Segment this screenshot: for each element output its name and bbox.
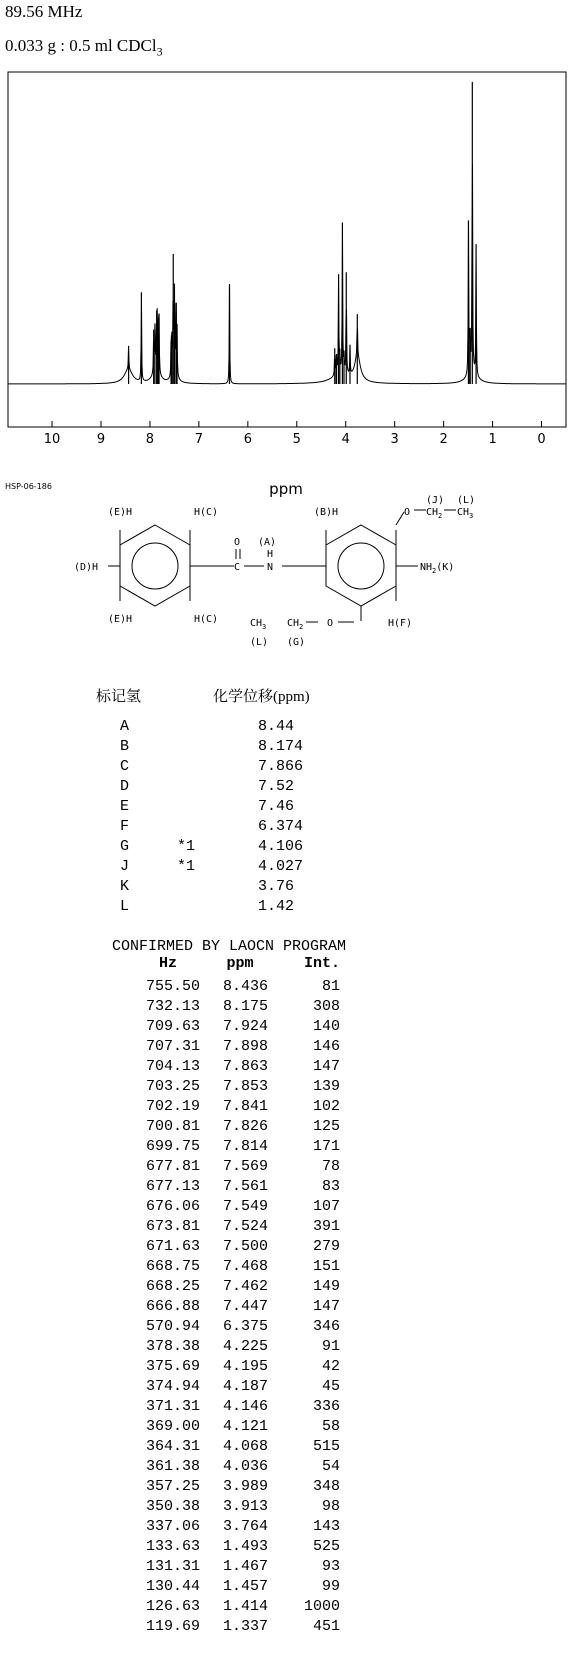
label-c-bottom: H(C) <box>194 614 219 625</box>
peak-hz: 133.63 <box>145 1538 200 1555</box>
peak-hz: 709.63 <box>145 1018 200 1035</box>
label-c-top: H(C) <box>194 507 219 518</box>
peak-hz: 668.75 <box>145 1258 200 1275</box>
ether-oxygen-bottom: O <box>327 618 334 629</box>
peak-ppm: 7.561 <box>222 1178 268 1195</box>
peak-hz: 732.13 <box>145 998 200 1015</box>
peak-int: 54 <box>321 1458 340 1475</box>
peak-ppm: 7.462 <box>222 1278 268 1295</box>
x-tick-label: 8 <box>145 432 155 447</box>
peak-row <box>112 1598 412 1618</box>
peak-row <box>112 1018 412 1038</box>
peak-row <box>112 1418 412 1438</box>
peak-int: 1000 <box>303 1598 340 1615</box>
peak-ppm: 7.524 <box>222 1218 268 1235</box>
peak-table-title: CONFIRMED BY LAOCN PROGRAM <box>112 938 347 955</box>
peak-int: 58 <box>321 1418 340 1435</box>
ether-oxygen-top: O <box>404 507 411 518</box>
assignment-shift: 4.106 <box>258 838 304 855</box>
peak-ppm: 8.436 <box>222 978 268 995</box>
peak-int: 171 <box>312 1138 340 1155</box>
x-axis-label: ppm <box>269 480 303 498</box>
peak-ppm: 1.493 <box>222 1538 268 1555</box>
aniline-ring <box>326 525 396 606</box>
peak-row <box>112 1318 412 1338</box>
assignment-shift: 4.027 <box>258 858 304 875</box>
peak-ppm: 4.187 <box>222 1378 268 1395</box>
assignment-label: C <box>120 758 130 775</box>
peak-row <box>112 1398 412 1418</box>
carbonyl-carbon: C <box>234 562 241 573</box>
spectrometer-frequency: 89.56 MHz <box>5 2 83 21</box>
peak-row <box>112 1238 412 1258</box>
peak-ppm: 3.764 <box>222 1518 268 1535</box>
amide-hydrogen: H <box>267 549 274 560</box>
methyl-bottom: $CH_3$ <box>250 618 267 631</box>
x-tick-label: 10 <box>43 432 61 447</box>
peak-row <box>112 1298 412 1318</box>
peak-row <box>112 1198 412 1218</box>
label-e-bottom: (E)H <box>108 614 133 625</box>
peak-hz: 374.94 <box>145 1378 200 1395</box>
peak-ppm: 7.863 <box>222 1058 268 1075</box>
peak-hz: 755.50 <box>145 978 200 995</box>
peak-ppm: 7.853 <box>222 1078 268 1095</box>
peak-hz: 704.13 <box>145 1058 200 1075</box>
peak-int: 93 <box>321 1558 340 1575</box>
peak-int: 336 <box>312 1398 340 1415</box>
peak-row <box>112 1098 412 1118</box>
x-tick-label: 6 <box>243 432 252 447</box>
label-f: H(F) <box>388 618 413 629</box>
assignment-row <box>120 878 440 898</box>
peak-int: 99 <box>321 1578 340 1595</box>
peak-ppm: 1.414 <box>222 1598 268 1615</box>
peak-ppm: 3.989 <box>222 1478 268 1495</box>
assignment-row <box>120 738 440 758</box>
x-tick-label: 9 <box>96 432 106 447</box>
assignment-shift: 6.374 <box>258 818 304 835</box>
assignment-row <box>120 818 440 838</box>
peak-row <box>112 1458 412 1478</box>
peak-hz: 700.81 <box>145 1118 200 1135</box>
assignment-label: D <box>120 778 130 795</box>
peak-hz: 369.00 <box>145 1418 200 1435</box>
assignment-label: F <box>120 818 130 835</box>
molecule-structure <box>0 495 570 665</box>
peak-row <box>112 1358 412 1378</box>
peak-int: 143 <box>312 1518 340 1535</box>
peak-hz: 361.38 <box>145 1458 200 1475</box>
peak-row <box>112 1058 412 1078</box>
peak-hz: 666.88 <box>145 1298 200 1315</box>
peak-hz: 703.25 <box>145 1078 200 1095</box>
assignment-shift: 7.866 <box>258 758 304 775</box>
peak-ppm: 7.841 <box>222 1098 268 1115</box>
peak-hz: 702.19 <box>145 1098 200 1115</box>
assignment-label: G <box>120 838 130 855</box>
spectrum-trace <box>8 82 566 384</box>
assignment-note: *1 <box>177 858 196 875</box>
peak-hz: 126.63 <box>145 1598 200 1615</box>
peak-ppm: 1.337 <box>222 1618 268 1635</box>
peak-ppm: 6.375 <box>222 1318 268 1335</box>
peak-hz: 570.94 <box>145 1318 200 1335</box>
peak-int: 102 <box>312 1098 340 1115</box>
assignment-row <box>120 898 440 918</box>
peak-row <box>112 1258 412 1278</box>
label-a: (A) <box>258 537 277 548</box>
peak-hz: 699.75 <box>145 1138 200 1155</box>
peak-row <box>112 1078 412 1098</box>
assignment-label: L <box>120 898 130 915</box>
assignment-label: A <box>120 718 130 735</box>
peak-int: 147 <box>312 1298 340 1315</box>
x-tick-label: 4 <box>341 432 350 447</box>
amide-nitrogen: N <box>267 562 274 573</box>
peak-int: 140 <box>312 1018 340 1035</box>
peak-hz: 676.06 <box>145 1198 200 1215</box>
peak-int: 146 <box>312 1038 340 1055</box>
peak-row <box>112 978 412 998</box>
col-ppm-header: ppm <box>226 955 254 972</box>
peak-int: 78 <box>321 1158 340 1175</box>
assignment-row <box>120 838 440 858</box>
x-tick-label: 0 <box>537 432 546 447</box>
peak-table <box>112 978 412 1638</box>
peak-ppm: 1.457 <box>222 1578 268 1595</box>
carbonyl-oxygen: O <box>234 537 241 548</box>
peak-ppm: 7.898 <box>222 1038 268 1055</box>
peak-ppm: 7.468 <box>222 1258 268 1275</box>
concentration-text: 0.033 g : 0.5 ml CDCl <box>5 36 157 55</box>
assignment-shift: 7.46 <box>258 798 295 815</box>
assignment-label: B <box>120 738 130 755</box>
peak-ppm: 4.146 <box>222 1398 268 1415</box>
peak-int: 451 <box>312 1618 340 1635</box>
peak-int: 391 <box>312 1218 340 1235</box>
label-l-top: (L) <box>457 495 476 506</box>
peak-row <box>112 1538 412 1558</box>
peak-int: 107 <box>312 1198 340 1215</box>
peak-int: 98 <box>321 1498 340 1515</box>
assignment-label: K <box>120 878 130 895</box>
peak-row <box>112 1578 412 1598</box>
methylene-bottom: $CH_2$ <box>287 618 304 631</box>
assignment-label: J <box>120 858 130 875</box>
peak-row <box>112 1478 412 1498</box>
peak-row <box>112 1218 412 1238</box>
peak-int: 348 <box>312 1478 340 1495</box>
peak-hz: 668.25 <box>145 1278 200 1295</box>
peak-row <box>112 1278 412 1298</box>
peak-hz: 677.81 <box>145 1158 200 1175</box>
peak-row <box>112 1498 412 1518</box>
peak-ppm: 4.195 <box>222 1358 268 1375</box>
peak-hz: 357.25 <box>145 1478 200 1495</box>
peak-table-header <box>112 955 412 975</box>
assignment-row <box>120 778 440 798</box>
peak-hz: 671.63 <box>145 1238 200 1255</box>
peak-ppm: 4.036 <box>222 1458 268 1475</box>
peak-int: 42 <box>321 1358 340 1375</box>
peak-row <box>112 1518 412 1538</box>
peak-row <box>112 1158 412 1178</box>
peak-hz: 673.81 <box>145 1218 200 1235</box>
peak-row <box>112 1038 412 1058</box>
peak-row <box>112 1118 412 1138</box>
peak-ppm: 7.500 <box>222 1238 268 1255</box>
benzoyl-ring <box>120 525 190 606</box>
peak-row <box>112 1618 412 1638</box>
peak-int: 279 <box>312 1238 340 1255</box>
peak-int: 308 <box>312 998 340 1015</box>
peak-int: 147 <box>312 1058 340 1075</box>
x-tick-label: 7 <box>194 432 204 447</box>
x-tick-label: 2 <box>439 432 448 447</box>
plot-frame <box>8 72 566 427</box>
peak-hz: 131.31 <box>145 1558 200 1575</box>
assignment-row <box>120 718 440 738</box>
assignment-shift: 3.76 <box>258 878 295 895</box>
concentration-subscript: 3 <box>156 44 163 59</box>
methyl-top: $CH_3$ <box>457 507 474 520</box>
peak-int: 149 <box>312 1278 340 1295</box>
peak-int: 45 <box>321 1378 340 1395</box>
spectrum-line <box>8 164 566 384</box>
peak-int: 515 <box>312 1438 340 1455</box>
peak-row <box>112 1178 412 1198</box>
assignment-shift: 8.174 <box>258 738 304 755</box>
peak-ppm: 8.175 <box>222 998 268 1015</box>
peak-int: 125 <box>312 1118 340 1135</box>
peak-hz: 378.38 <box>145 1338 200 1355</box>
peak-int: 346 <box>312 1318 340 1335</box>
assignment-label-header: 标记氢 <box>96 689 142 705</box>
assignment-note: *1 <box>177 838 196 855</box>
peak-ppm: 1.467 <box>222 1558 268 1575</box>
label-l-bottom: (L) <box>250 637 269 648</box>
sample-id: HSP-06-186 <box>5 482 52 491</box>
label-d: (D)H <box>74 562 99 573</box>
label-j: (J) <box>426 495 445 506</box>
peak-hz: 119.69 <box>145 1618 200 1635</box>
col-hz-header: Hz <box>158 955 177 972</box>
peak-ppm: 7.549 <box>222 1198 268 1215</box>
peak-row <box>112 1378 412 1398</box>
aniline-ring-aromatic-circle <box>338 543 384 589</box>
sample-concentration <box>5 36 163 59</box>
peak-row <box>112 1558 412 1578</box>
x-tick-label: 1 <box>488 432 497 447</box>
peak-hz: 337.06 <box>145 1518 200 1535</box>
peak-int: 81 <box>321 978 340 995</box>
peak-hz: 707.31 <box>145 1038 200 1055</box>
x-tick-label: 3 <box>390 432 399 447</box>
assignment-shift-header: 化学位移(ppm) <box>213 689 310 705</box>
peak-hz: 130.44 <box>145 1578 200 1595</box>
assignment-header <box>96 685 456 705</box>
peak-int: 83 <box>321 1178 340 1195</box>
nmr-spectrum-chart <box>0 60 570 500</box>
peak-ppm: 7.826 <box>222 1118 268 1135</box>
peak-row <box>112 998 412 1018</box>
x-tick-label: 5 <box>292 432 301 447</box>
peak-int: 151 <box>312 1258 340 1275</box>
peak-ppm: 4.225 <box>222 1338 268 1355</box>
peak-hz: 375.69 <box>145 1358 200 1375</box>
label-b: (B)H <box>314 507 339 518</box>
peak-int: 139 <box>312 1078 340 1095</box>
peak-hz: 677.13 <box>145 1178 200 1195</box>
peak-hz: 371.31 <box>145 1398 200 1415</box>
methylene-top: $CH_2$ <box>426 507 443 520</box>
peak-ppm: 7.447 <box>222 1298 268 1315</box>
assignment-shift: 8.44 <box>258 718 295 735</box>
assignment-shift: 1.42 <box>258 898 295 915</box>
label-e-top: (E)H <box>108 507 133 518</box>
peak-hz: 350.38 <box>145 1498 200 1515</box>
label-g: (G) <box>287 637 306 648</box>
peak-ppm: 7.569 <box>222 1158 268 1175</box>
peak-hz: 364.31 <box>145 1438 200 1455</box>
peak-int: 91 <box>321 1338 340 1355</box>
x-axis-ticks <box>44 421 546 447</box>
assignment-label: E <box>120 798 130 815</box>
amine-group: $NH_2(K)$ <box>420 562 455 575</box>
assignment-table <box>120 718 440 918</box>
assignment-row <box>120 798 440 818</box>
col-int-header: Int. <box>303 955 340 972</box>
assignment-row <box>120 758 440 778</box>
peak-row <box>112 1138 412 1158</box>
assignment-row <box>120 858 440 878</box>
peak-ppm: 3.913 <box>222 1498 268 1515</box>
peak-ppm: 4.121 <box>222 1418 268 1435</box>
assignment-shift: 7.52 <box>258 778 295 795</box>
peak-int: 525 <box>312 1538 340 1555</box>
benzoyl-ring-aromatic-circle <box>132 543 178 589</box>
peak-ppm: 4.068 <box>222 1438 268 1455</box>
peak-ppm: 7.924 <box>222 1018 268 1035</box>
peak-ppm: 7.814 <box>222 1138 268 1155</box>
peak-row <box>112 1338 412 1358</box>
peak-row <box>112 1438 412 1458</box>
